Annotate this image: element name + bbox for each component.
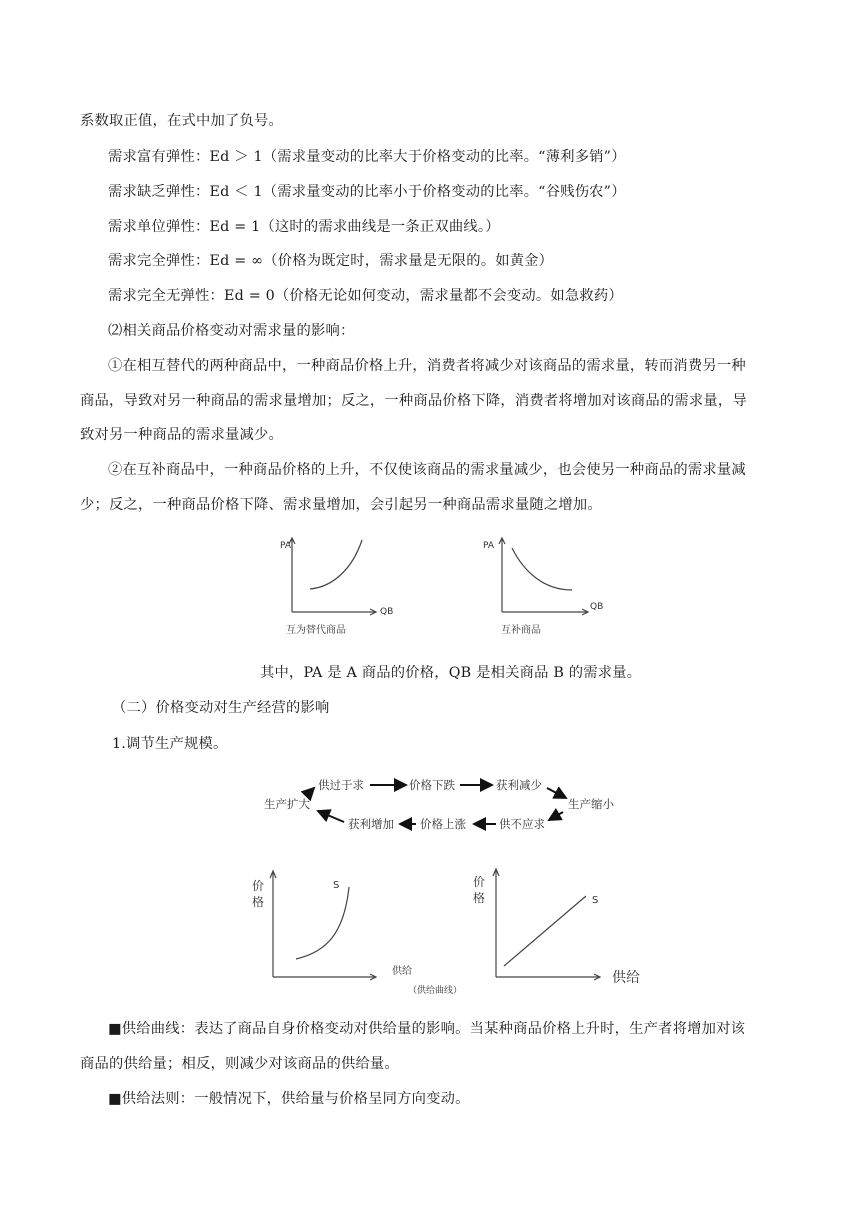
graph-caption: 互为替代商品	[286, 625, 346, 636]
cycle-node-profit-up: 获利增加	[348, 817, 394, 831]
demand-curve	[512, 548, 572, 590]
demand-relation-figure	[272, 532, 624, 646]
x-axis-label: QB	[380, 607, 394, 617]
cycle-node-oversupply: 供过于求	[318, 778, 364, 792]
flow-arrow	[547, 788, 566, 798]
y-axis	[499, 538, 505, 612]
text-line: 需求完全无弹性：Ed = 0（价格无论如何变动，需求量都不会变动。如急救药）	[108, 288, 623, 304]
text-line: 致对另一种商品的需求量减少。	[80, 427, 283, 443]
text-line: 需求缺乏弹性：Ed ＜ 1（需求量变动的比率小于价格变动的比率。“谷贱伤农”）	[108, 184, 626, 200]
supply-curve	[296, 887, 349, 959]
subsection-heading: 1.调节生产规模。	[112, 736, 228, 752]
cycle-node-price-rise: 价格上涨	[420, 817, 466, 831]
text-line: 需求完全弹性：Ed = ∞（价格为既定时，需求量是无限的。如黄金）	[108, 253, 554, 269]
graph-caption: 互补商品	[501, 625, 541, 636]
supply-curve-figure	[246, 862, 660, 1000]
section-heading: （二）价格变动对生产经营的影响	[112, 700, 330, 716]
text-line: ①在相互替代的两种商品中，一种商品价格上升，消费者将减少对该商品的需求量，转而消费另一种	[108, 358, 746, 374]
substitute-goods-graph	[280, 538, 393, 636]
text-line: ②在互补商品中，一种商品价格的上升，不仅使该商品的需求量减少，也会使另一种商品的需求量减	[108, 462, 746, 478]
x-axis-label: 供给	[392, 966, 412, 977]
text-line: 需求单位弹性：Ed = 1（这时的需求曲线是一条正双曲线。）	[108, 219, 500, 235]
supply-curve	[504, 896, 586, 966]
complementary-goods-graph	[483, 538, 603, 636]
cycle-node-production-shrink: 生产缩小	[568, 797, 614, 811]
text-line: 商品的供给量；相反，则减少对该商品的供给量。	[80, 1056, 399, 1072]
x-axis	[496, 974, 600, 980]
x-axis-label: 供给	[612, 970, 640, 986]
production-cycle-diagram	[258, 766, 640, 838]
y-axis-label: 价	[473, 875, 486, 889]
y-axis-label: 价	[252, 879, 265, 893]
flow-arrow	[318, 811, 344, 822]
y-axis-label: 格	[473, 891, 486, 905]
x-axis	[292, 609, 376, 615]
graph-caption: （供给曲线）	[408, 986, 463, 996]
y-axis-label: PA	[483, 541, 495, 551]
text-line: ⑵相关商品价格变动对需求量的影响：	[108, 323, 355, 339]
cycle-node-profit-down: 获利减少	[496, 778, 542, 792]
figure-caption: 其中，PA 是 A 商品的价格，QB 是相关商品 B 的需求量。	[260, 665, 642, 681]
text-line: 商品，导致对另一种商品的需求量增加；反之，一种商品价格下降，消费者将增加对该商品的需求量，导	[80, 393, 747, 409]
y-axis	[270, 871, 276, 977]
x-axis	[502, 609, 588, 615]
demand-curve	[310, 540, 362, 589]
cycle-node-production-expand: 生产扩大	[264, 797, 310, 811]
curve-label: S	[333, 880, 340, 891]
text-line: 系数取正值，在式中加了负号。	[80, 113, 283, 129]
text-line: 需求富有弹性：Ed ＞ 1（需求量变动的比率大于价格变动的比率。“薄利多销”）	[108, 149, 626, 165]
y-axis-label: PA	[280, 541, 292, 551]
flow-arrow	[306, 788, 314, 796]
x-axis-label: QB	[590, 602, 604, 612]
cycle-node-price-fall: 价格下跌	[409, 778, 455, 792]
text-line: ■供给曲线：表达了商品自身价格变动对供给量的影响。当某种商品价格上升时，生产者将增加对该	[108, 1021, 746, 1037]
y-axis	[493, 869, 499, 977]
supply-curve-graph-left	[252, 871, 462, 996]
cycle-node-undersupply: 供不应求	[499, 817, 545, 831]
x-axis	[273, 974, 376, 980]
flow-arrow	[549, 812, 563, 820]
text-line: 少；反之，一种商品价格下降、需求量增加，会引起另一种商品需求量随之增加。	[80, 497, 602, 513]
supply-curve-graph-right	[473, 869, 640, 986]
text-line: ■供给法则：一般情况下，供给量与价格呈同方向变动。	[108, 1091, 470, 1107]
y-axis-label: 格	[252, 895, 265, 909]
curve-label: S	[592, 895, 599, 906]
